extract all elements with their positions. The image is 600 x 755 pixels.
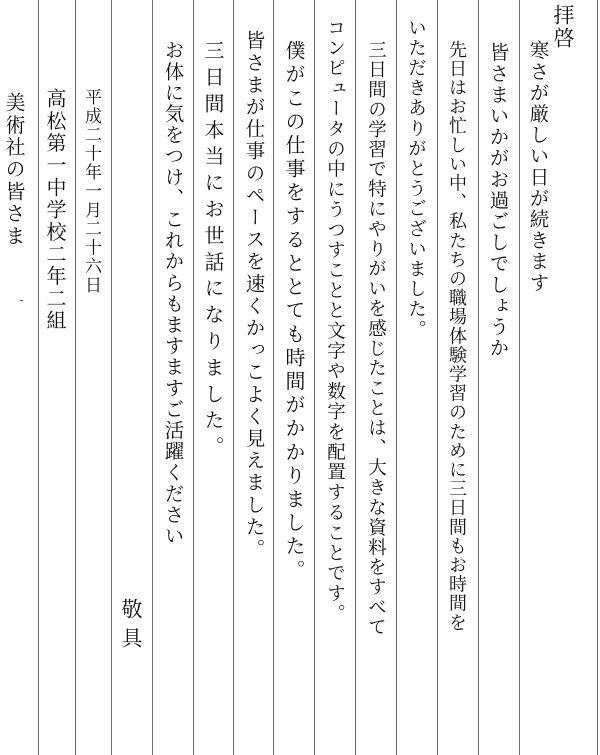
ruled-line xyxy=(478,0,479,755)
ruled-line xyxy=(355,0,356,755)
letter-line: いただきありがとうございました。 xyxy=(405,18,427,340)
ruled-line xyxy=(273,0,274,755)
ruled-line xyxy=(75,0,76,755)
letter-line: 皆さまが仕事のペースを速くかっこよく見えました。 xyxy=(242,30,266,561)
ink-speck xyxy=(20,300,23,301)
letter-line: 寒さが厳しい日が続きます xyxy=(526,40,550,294)
letter-line: コンピュータの中にうつすことと文字や数字を配置することです。 xyxy=(324,18,346,624)
letter-line: 先日はお忙しい中、私たちの職場体験学習のために三日間もお時間を xyxy=(446,40,467,633)
ruled-line xyxy=(314,0,315,755)
letter-line: 三日間の学習で特にやりがいを感じたことは、大きな資料をすべて xyxy=(365,40,387,637)
ruled-line xyxy=(519,0,520,755)
ruled-line xyxy=(152,0,153,755)
ruled-line xyxy=(38,0,39,755)
letter-line: 皆さまいかがお過ごしでしょうか xyxy=(486,42,510,359)
letter-closing: 敬具 xyxy=(119,598,143,656)
ruled-line xyxy=(233,0,234,755)
ruled-line xyxy=(597,0,598,755)
ruled-line xyxy=(193,0,194,755)
letter-date: 平成二十年一月二十六日 xyxy=(81,88,101,295)
letter-sender: 高松第一中学校二年二組 xyxy=(43,88,67,333)
letter-line: 僕がこの仕事をするととても時間がかかりました。 xyxy=(282,40,306,583)
ruled-line xyxy=(437,0,438,755)
letter-addressee: 美術社の皆さま xyxy=(2,92,26,248)
letter-opening: 拝啓 xyxy=(551,4,575,50)
ruled-line xyxy=(396,0,397,755)
letter-line: お体に気をつけ、これからもますますご活躍ください xyxy=(161,40,185,547)
letter-line: 三日間本当にお世話になりました。 xyxy=(201,40,225,463)
ruled-line xyxy=(111,0,112,755)
